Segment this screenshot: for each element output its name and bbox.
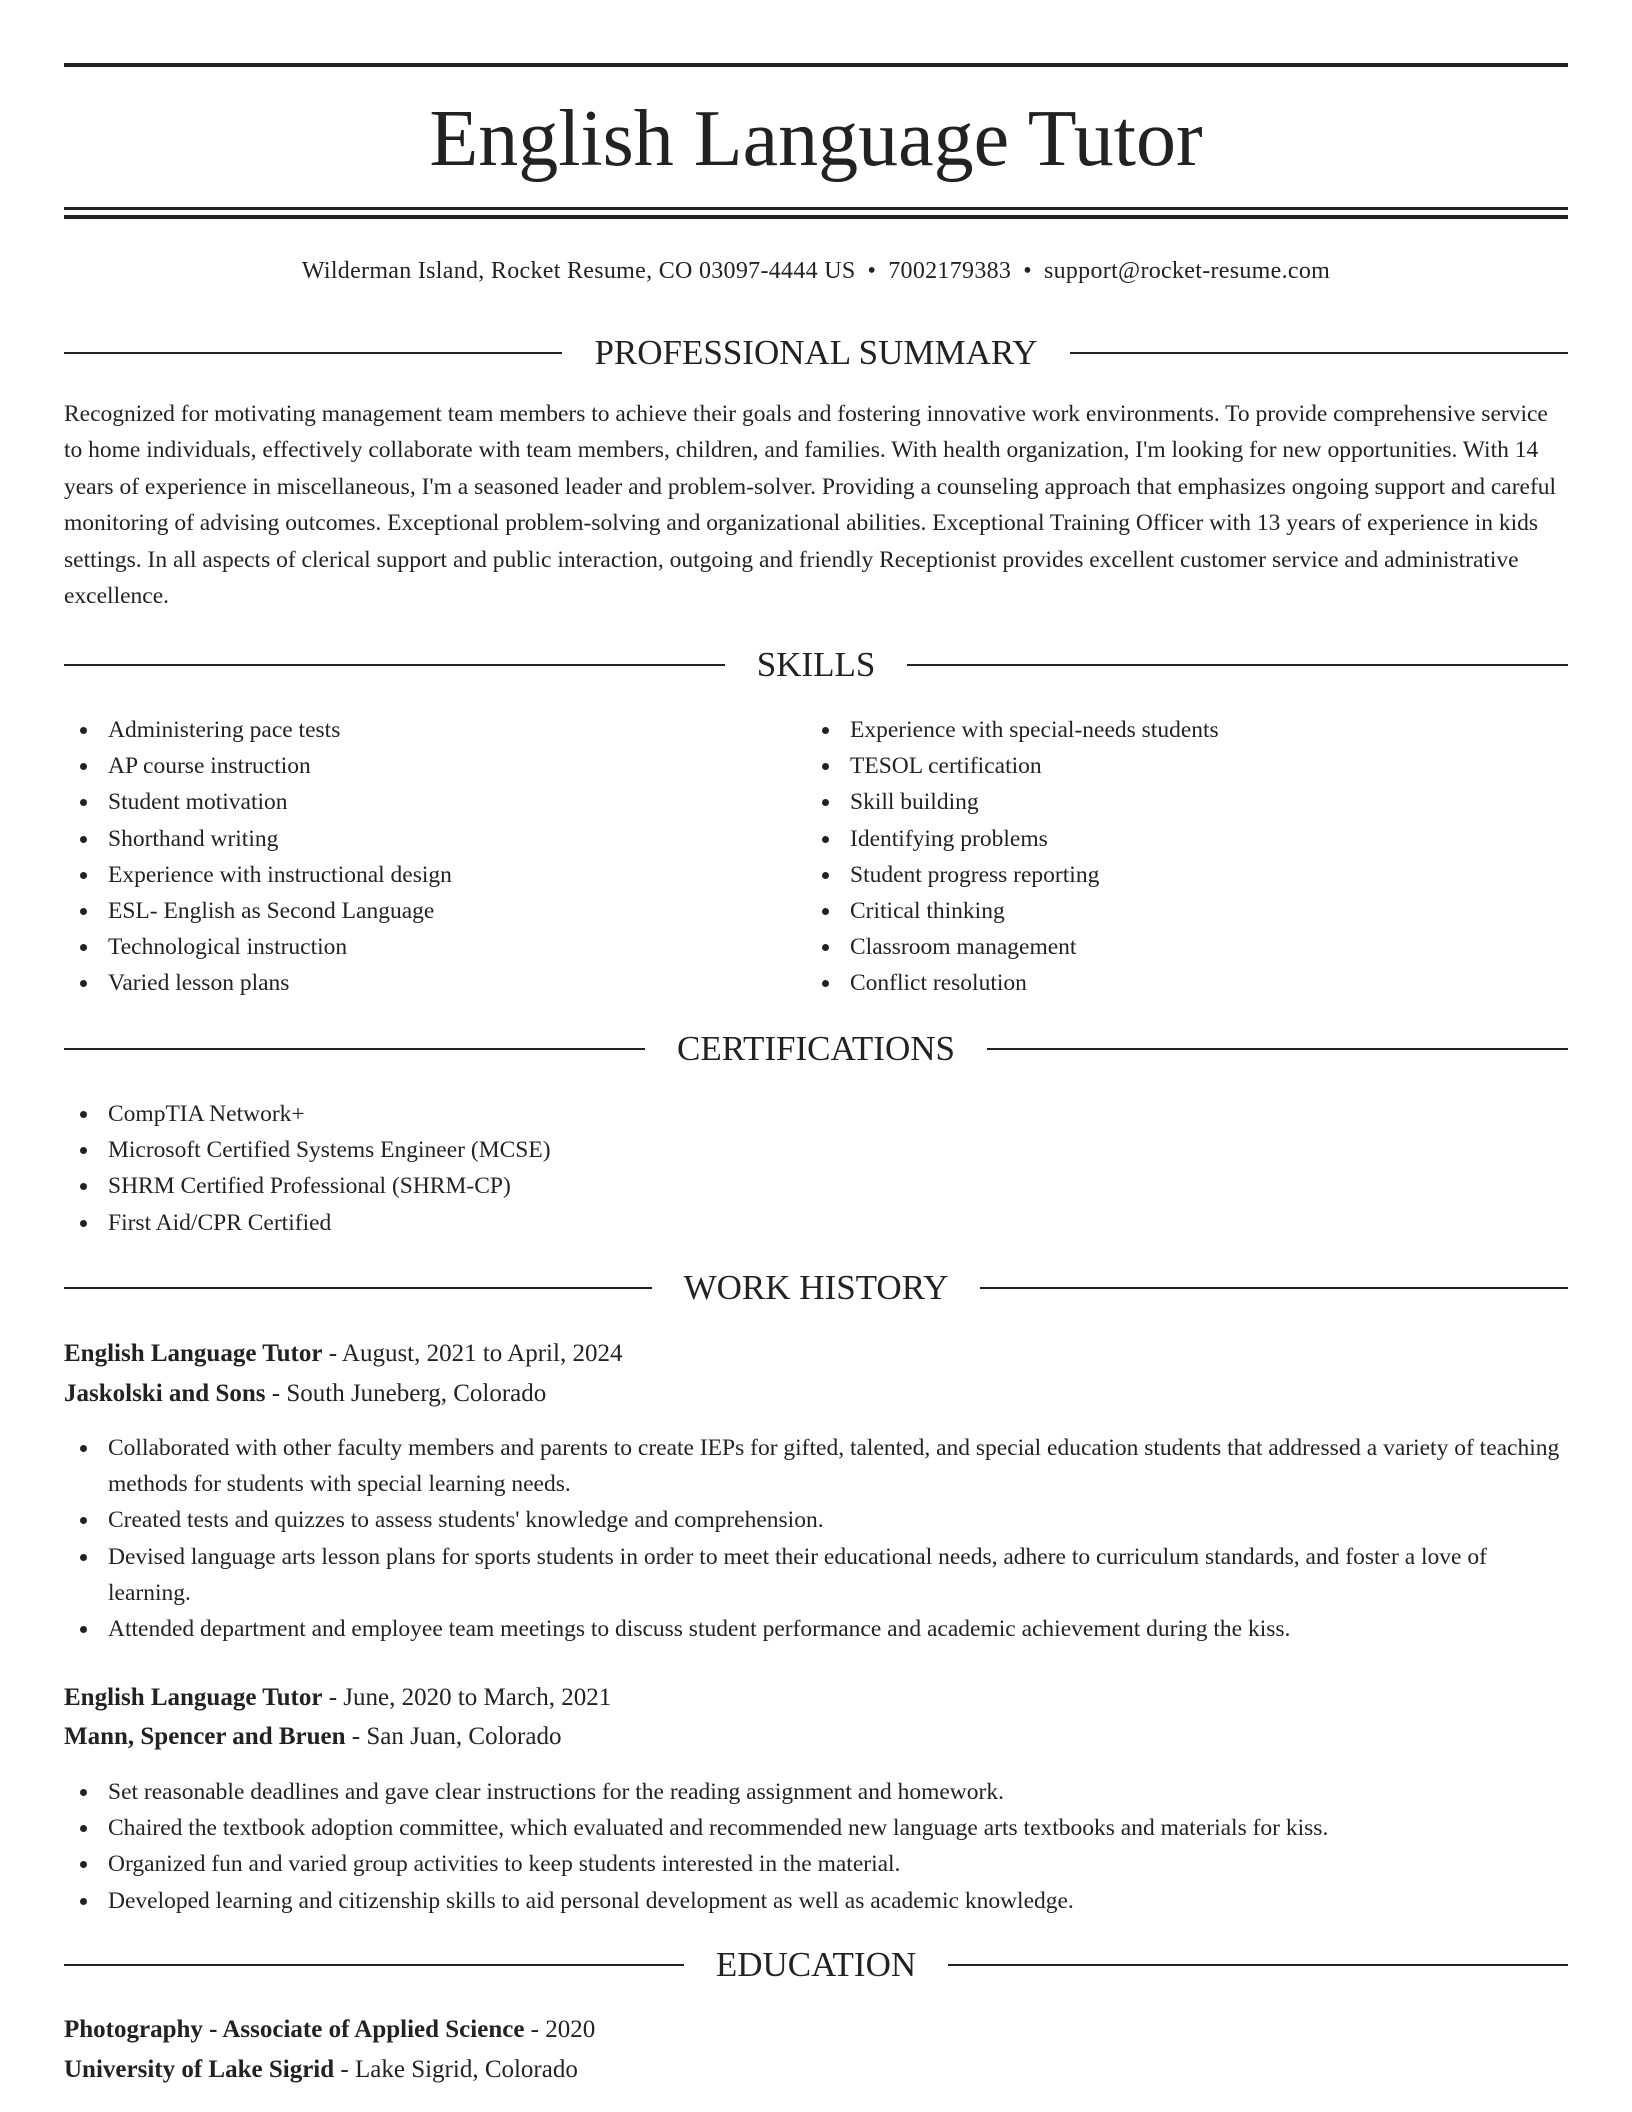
education-year: - 2020 <box>524 2016 596 2043</box>
section-heading-certifications <box>64 1029 1568 1069</box>
heading-rule <box>64 1964 684 1966</box>
resume-title: English Language Tutor <box>429 95 1203 183</box>
summary-text: Recognized for motivating management team members to achieve their goals and fostering innovative work environments. To provide comprehensive service to home individuals, effectively collaborate with team members, children, and families. With health organization, I'm looking for new opportunities. With 14 years of experience in miscellaneous, I'm a seasoned leader and problem-solver. Providing a counseling approach that emphasizes ongoing support and careful monitoring of advising outcomes. Exceptional problem-solving and organizational abilities. Exceptional Training Officer with 13 years of experience in kids settings. In all aspects of clerical support and public interaction, outgoing and friendly Receptionist provides excellent customer service and administrative excellence. <box>64 401 1557 610</box>
certification-item: SHRM Certified Professional (SHRM-CP) <box>64 1168 1568 1204</box>
job-title-line <box>64 1336 1568 1372</box>
skill-item: Technological instruction <box>64 929 804 965</box>
job-company-line <box>64 1719 1568 1755</box>
header-top-rule <box>64 63 1568 67</box>
heading-rule <box>64 352 562 354</box>
contact-address: Wilderman Island, Rocket Resume, CO 03097-4444 US <box>301 258 856 284</box>
job-bullet: Developed learning and citizenship skills to aid personal development as well as academic knowledge. <box>64 1883 1568 1919</box>
heading-rule <box>64 1048 645 1050</box>
contact-separator: • <box>1023 258 1032 284</box>
skill-item: Student motivation <box>64 784 804 820</box>
job-bullets <box>64 1430 1568 1647</box>
certification-item: First Aid/CPR Certified <box>64 1205 1568 1241</box>
section-title: SKILLS <box>756 645 876 684</box>
skill-item: Conflict resolution <box>806 965 1568 1001</box>
contact-line <box>64 254 1568 288</box>
heading-rule <box>64 664 725 666</box>
job-dates: - June, 2020 to March, 2021 <box>322 1684 612 1711</box>
job-title: English Language Tutor <box>64 1340 323 1367</box>
skill-item: Experience with special-needs students <box>806 712 1568 748</box>
education-degree-line <box>64 2012 1568 2048</box>
header-double-rule <box>64 207 1568 210</box>
job-company: Jaskolski and Sons <box>64 1380 266 1407</box>
education-location: - Lake Sigrid, Colorado <box>334 2056 578 2083</box>
job-bullet: Attended department and employee team meetings to discuss student performance and academic achievement during the kiss. <box>64 1611 1568 1647</box>
header-double-rule <box>64 215 1568 219</box>
section-heading-work <box>64 1268 1568 1308</box>
skill-item: Classroom management <box>806 929 1568 965</box>
skills-column-right <box>806 712 1568 1002</box>
education-degree: Photography - Associate of Applied Science <box>64 2016 525 2043</box>
job-dates: - August, 2021 to April, 2024 <box>322 1340 623 1367</box>
section-heading-education <box>64 1945 1568 1985</box>
job-bullet: Organized fun and varied group activities to keep students interested in the material. <box>64 1846 1568 1882</box>
job-bullets <box>64 1774 1568 1919</box>
skill-item: Identifying problems <box>806 821 1568 857</box>
section-heading-summary <box>64 333 1568 373</box>
certification-item: CompTIA Network+ <box>64 1096 1568 1132</box>
heading-rule <box>987 1048 1568 1050</box>
skill-item: Skill building <box>806 784 1568 820</box>
skill-item: AP course instruction <box>64 748 804 784</box>
heading-rule <box>1070 352 1568 354</box>
heading-rule <box>64 1287 652 1289</box>
skill-item: Shorthand writing <box>64 821 804 857</box>
heading-rule <box>907 664 1568 666</box>
section-heading-skills <box>64 645 1568 685</box>
job-location: - South Juneberg, Colorado <box>265 1380 547 1407</box>
section-title: PROFESSIONAL SUMMARY <box>594 333 1038 372</box>
heading-rule <box>980 1287 1568 1289</box>
contact-phone: 7002179383 <box>888 258 1012 284</box>
skill-item: TESOL certification <box>806 748 1568 784</box>
skills-column-left <box>64 712 804 1002</box>
skill-item: Student progress reporting <box>806 857 1568 893</box>
skill-item: Critical thinking <box>806 893 1568 929</box>
section-title: EDUCATION <box>715 1945 917 1984</box>
job-location: - San Juan, Colorado <box>345 1723 562 1750</box>
certification-item: Microsoft Certified Systems Engineer (MCSE) <box>64 1132 1568 1168</box>
job-bullet: Set reasonable deadlines and gave clear instructions for the reading assignment and homework. <box>64 1774 1568 1810</box>
job-title-line <box>64 1680 1568 1716</box>
contact-email: support@rocket-resume.com <box>1043 258 1331 284</box>
job-bullet: Devised language arts lesson plans for sports students in order to meet their educational needs, adhere to curriculum standards, and foster a love of learning. <box>64 1539 1568 1611</box>
certifications-list <box>64 1096 1568 1241</box>
job-bullet: Chaired the textbook adoption committee, which evaluated and recommended new language arts textbooks and materials for kiss. <box>64 1810 1568 1846</box>
job-bullet: Collaborated with other faculty members and parents to create IEPs for gifted, talented, and special education students that addressed a variety of teaching methods for students with special learning needs. <box>64 1430 1568 1502</box>
education-school-line <box>64 2052 1568 2088</box>
skill-item: Varied lesson plans <box>64 965 804 1001</box>
job-bullet: Created tests and quizzes to assess students' knowledge and comprehension. <box>64 1502 1568 1538</box>
contact-separator: • <box>867 258 877 284</box>
skill-item: Experience with instructional design <box>64 857 804 893</box>
job-company: Mann, Spencer and Bruen <box>64 1723 346 1750</box>
section-title: CERTIFICATIONS <box>677 1029 955 1068</box>
heading-rule <box>948 1964 1568 1966</box>
skill-item: Administering pace tests <box>64 712 804 748</box>
education-school: University of Lake Sigrid <box>64 2056 335 2083</box>
job-company-line <box>64 1376 1568 1412</box>
section-title: WORK HISTORY <box>683 1268 949 1307</box>
job-title: English Language Tutor <box>64 1684 323 1711</box>
skill-item: ESL- English as Second Language <box>64 893 804 929</box>
